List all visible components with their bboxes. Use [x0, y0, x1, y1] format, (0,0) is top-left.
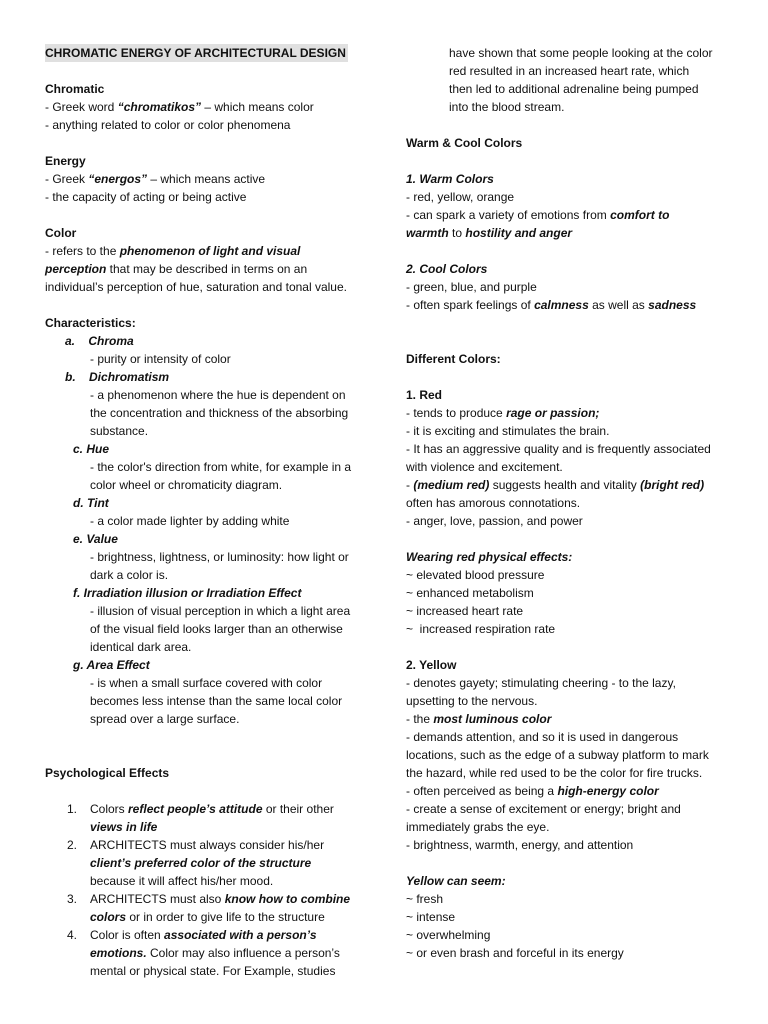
wearing-red-line-3: ~ increased heart rate: [406, 604, 524, 618]
chromatic-line-2: - anything related to color or color phenomena: [45, 118, 291, 132]
char-f-desc-3: identical dark area.: [90, 640, 192, 654]
char-d-desc-1: - a color made lighter by adding white: [90, 514, 290, 528]
chromatic-heading: Chromatic: [45, 82, 105, 96]
wearing-red-line-1: ~ elevated blood pressure: [406, 568, 545, 582]
yellow-line-5: locations, such as the edge of a subway platform to mark: [406, 748, 709, 762]
color-line-2: perception that may be described in terms on an: [45, 262, 308, 276]
psych-item-4-cont-6: into the blood stream.: [449, 100, 565, 114]
char-g-desc-3: spread over a large surface.: [90, 712, 240, 726]
wearing-red-line-4: ~ increased respiration rate: [406, 622, 556, 636]
chromatic-line-1: - Greek word “chromatikos” – which means color: [45, 100, 314, 114]
warm-line-3: warmth to hostility and anger: [406, 226, 573, 240]
wearing-red-line-2: ~ enhanced metabolism: [406, 586, 534, 600]
char-b-desc-1: - a phenomenon where the hue is dependent on: [90, 388, 346, 402]
red-line-2: - it is exciting and stimulates the brain.: [406, 424, 610, 438]
yellow-line-6: the hazard, while red used to be the color for fire trucks.: [406, 766, 703, 780]
char-e-title: e. Value: [73, 532, 118, 546]
psych-item-1-cont: views in life: [90, 820, 158, 834]
left-column: [45, 44, 365, 980]
yellow-title: 2. Yellow: [406, 658, 457, 672]
red-line-6: often has amorous connotations.: [406, 496, 581, 510]
psych-item-2-cont: client’s preferred color of the structure: [90, 856, 312, 870]
right-column: [406, 44, 726, 962]
psych-item-4: 4. Color is often associated with a person’s: [67, 928, 317, 942]
cool-line-1: - green, blue, and purple: [406, 280, 537, 294]
color-heading: Color: [45, 226, 77, 240]
char-c-desc-1: - the color's direction from white, for example in a: [90, 460, 352, 474]
energy-line-1: - Greek “energos” – which means active: [45, 172, 266, 186]
cool-colors-title: 2. Cool Colors: [406, 262, 488, 276]
red-line-3: - It has an aggressive quality and is frequently associated: [406, 442, 711, 456]
yellow-line-10: - brightness, warmth, energy, and attention: [406, 838, 634, 852]
yellow-line-3: - the most luminous color: [406, 712, 552, 726]
char-b-title: b. Dichromatism: [65, 370, 170, 384]
char-c-desc-2: color wheel or chromaticity diagram.: [90, 478, 283, 492]
warm-line-1: - red, yellow, orange: [406, 190, 515, 204]
yellow-line-8: - create a sense of excitement or energy; bright and: [406, 802, 681, 816]
red-line-1: - tends to produce rage or passion;: [406, 406, 600, 420]
warm-line-2: - can spark a variety of emotions from comfort to: [406, 208, 670, 222]
psych-item-4-cont-5: then led to additional adrenaline being pumped: [449, 82, 699, 96]
char-e-desc-1: - brightness, lightness, or luminosity: how light or: [90, 550, 349, 564]
yellow-line-4: - demands attention, and so it is used in dangerous: [406, 730, 679, 744]
psych-item-3-cont: colors or in order to give life to the structure: [90, 910, 325, 924]
yellow-seem-line-2: ~ intense: [406, 910, 456, 924]
yellow-line-2: upsetting to the nervous.: [406, 694, 538, 708]
psych-item-4-cont-4: red resulted in an increased heart rate, which: [449, 64, 690, 78]
document-title: CHROMATIC ENERGY OF ARCHITECTURAL DESIGN: [45, 46, 346, 60]
char-f-desc-2: of the visual field looks larger than an otherwise: [90, 622, 343, 636]
color-line-1: - refers to the phenomenon of light and visual: [45, 244, 301, 258]
psych-item-2-cont-2: because it will affect his/her mood.: [90, 874, 274, 888]
wearing-red-title: Wearing red physical effects:: [406, 550, 573, 564]
cool-line-2: - often spark feelings of calmness as well as sadness: [406, 298, 697, 312]
color-line-3: individual’s perception of hue, saturation and tonal value.: [45, 280, 347, 294]
yellow-line-1: - denotes gayety; stimulating cheering - to the lazy,: [406, 676, 676, 690]
yellow-line-7: - often perceived as being a high-energy color: [406, 784, 659, 798]
psych-item-1: 1. Colors reflect people’s attitude or their other: [67, 802, 334, 816]
psych-item-4-cont-2: mental or physical state. For Example, studies: [90, 964, 336, 978]
psych-item-4-cont-3: have shown that some people looking at the color: [449, 46, 713, 60]
char-c-title: c. Hue: [73, 442, 110, 456]
char-g-title: g. Area Effect: [73, 658, 150, 672]
energy-line-2: - the capacity of acting or being active: [45, 190, 247, 204]
char-f-desc-1: - illusion of visual perception in which a light area: [90, 604, 351, 618]
yellow-seem-line-1: ~ fresh: [406, 892, 444, 906]
red-line-5: - (medium red) suggests health and vitality (bright red): [406, 478, 705, 492]
document-title-line: [45, 44, 365, 62]
char-g-desc-2: becomes less intense than the same local color: [90, 694, 343, 708]
yellow-line-9: immediately grabs the eye.: [406, 820, 550, 834]
char-b-desc-2: the concentration and thickness of the absorbing: [90, 406, 349, 420]
psych-heading: Psychological Effects: [45, 766, 170, 780]
yellow-can-seem-title: Yellow can seem:: [406, 874, 506, 888]
warm-cool-heading: Warm & Cool Colors: [406, 136, 523, 150]
different-colors-heading: Different Colors:: [406, 352, 501, 366]
characteristics-heading: Characteristics:: [45, 316, 136, 330]
yellow-seem-line-3: ~ overwhelming: [406, 928, 491, 942]
psych-item-2: 2. ARCHITECTS must always consider his/her: [67, 838, 325, 852]
char-a-title: a. Chroma: [65, 334, 134, 348]
energy-heading: Energy: [45, 154, 86, 168]
char-b-desc-3: substance.: [90, 424, 149, 438]
psych-item-4-cont: emotions. Color may also influence a person’s: [90, 946, 340, 960]
yellow-seem-line-4: ~ or even brash and forceful in its energy: [406, 946, 624, 960]
char-d-title: d. Tint: [73, 496, 109, 510]
psych-item-3: 3. ARCHITECTS must also know how to combine: [67, 892, 351, 906]
char-g-desc-1: - is when a small surface covered with color: [90, 676, 323, 690]
red-line-4: with violence and excitement.: [406, 460, 563, 474]
warm-colors-title: 1. Warm Colors: [406, 172, 494, 186]
red-title: 1. Red: [406, 388, 443, 402]
char-e-desc-2: dark a color is.: [90, 568, 169, 582]
red-line-7: - anger, love, passion, and power: [406, 514, 583, 528]
char-a-desc: - purity or intensity of color: [90, 352, 231, 366]
char-f-title: f. Irradiation illusion or Irradiation Effect: [73, 586, 302, 600]
